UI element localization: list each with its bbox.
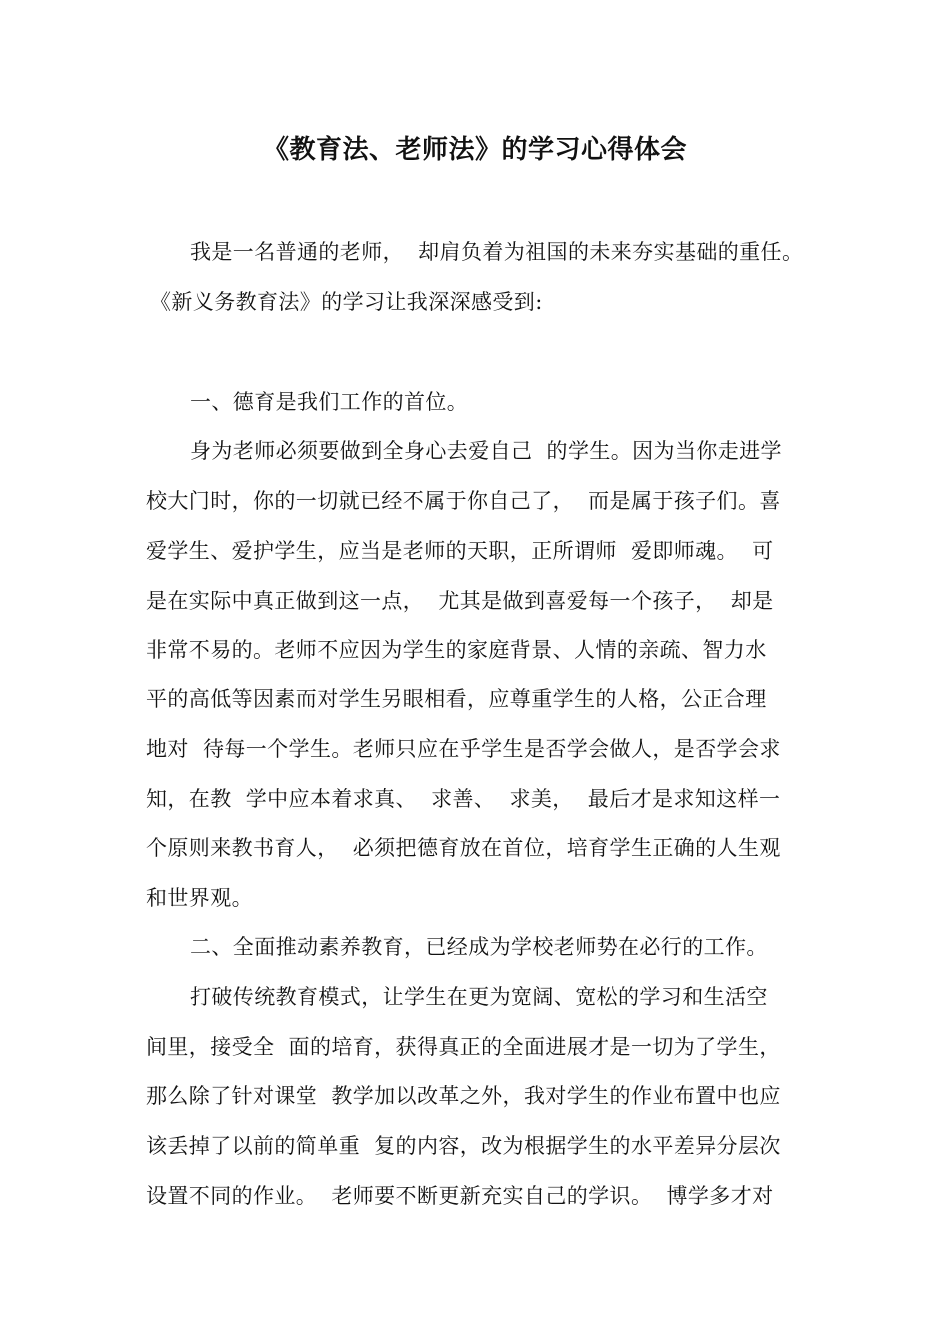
- paragraph-line: 校大门时，你的一切就已经不属于你自己了， 而是属于孩子们。喜: [146, 489, 781, 513]
- section-heading: 一、德育是我们工作的首位。: [190, 390, 469, 414]
- paragraph-line: 身为老师必须要做到全身心去爱自己 的学生。因为当你走进学: [190, 439, 782, 463]
- paragraph-line: 爱学生、爱护学生，应当是老师的天职，正所谓师 爱即师魂。 可: [146, 539, 774, 563]
- paragraph-line: 知，在教 学中应本着求真、 求善、 求美， 最后才是求知这样一: [146, 787, 781, 811]
- document-title: 《教育法、老师法》的学习心得体会: [262, 135, 687, 165]
- paragraph-line: 《新义务教育法》的学习让我深深感受到:: [150, 290, 543, 314]
- paragraph-line: 非常不易的。老师不应因为学生的家庭背景、人情的亲疏、智力水: [146, 638, 767, 662]
- paragraph-line: 个原则来教书育人， 必须把德育放在首位，培育学生正确的人生观: [146, 836, 781, 860]
- section-heading: 二、全面推动素养教育，已经成为学校老师势在必行的工作。: [190, 935, 768, 959]
- paragraph-line: 打破传统教育模式，让学生在更为宽阔、宽松的学习和生活空: [190, 985, 768, 1009]
- paragraph-line: 平的高低等因素而对学生另眼相看，应尊重学生的人格，公正合理: [146, 687, 767, 711]
- paragraph-line: 地对 待每一个学生。老师只应在乎学生是否学会做人，是否学会求: [146, 737, 781, 761]
- paragraph-line: 该丢掉了以前的简单重 复的内容，改为根据学生的水平差异分层次: [146, 1134, 781, 1158]
- paragraph-line: 和世界观。: [146, 886, 253, 910]
- paragraph-line: 设置不同的作业。 老师要不断更新充实自己的学识。 博学多才对: [146, 1184, 774, 1208]
- paragraph-line: 我是一名普通的老师， 却肩负着为祖国的未来夯实基础的重任。: [190, 240, 804, 264]
- paragraph-line: 间里，接受全 面的培育，获得真正的全面进展才是一切为了学生，: [146, 1035, 781, 1059]
- paragraph-line: 是在实际中真正做到这一点， 尤其是做到喜爱每一个孩子， 却是: [146, 589, 774, 613]
- paragraph-line: 那么除了针对课堂 教学加以改革之外，我对学生的作业布置中也应: [146, 1084, 781, 1108]
